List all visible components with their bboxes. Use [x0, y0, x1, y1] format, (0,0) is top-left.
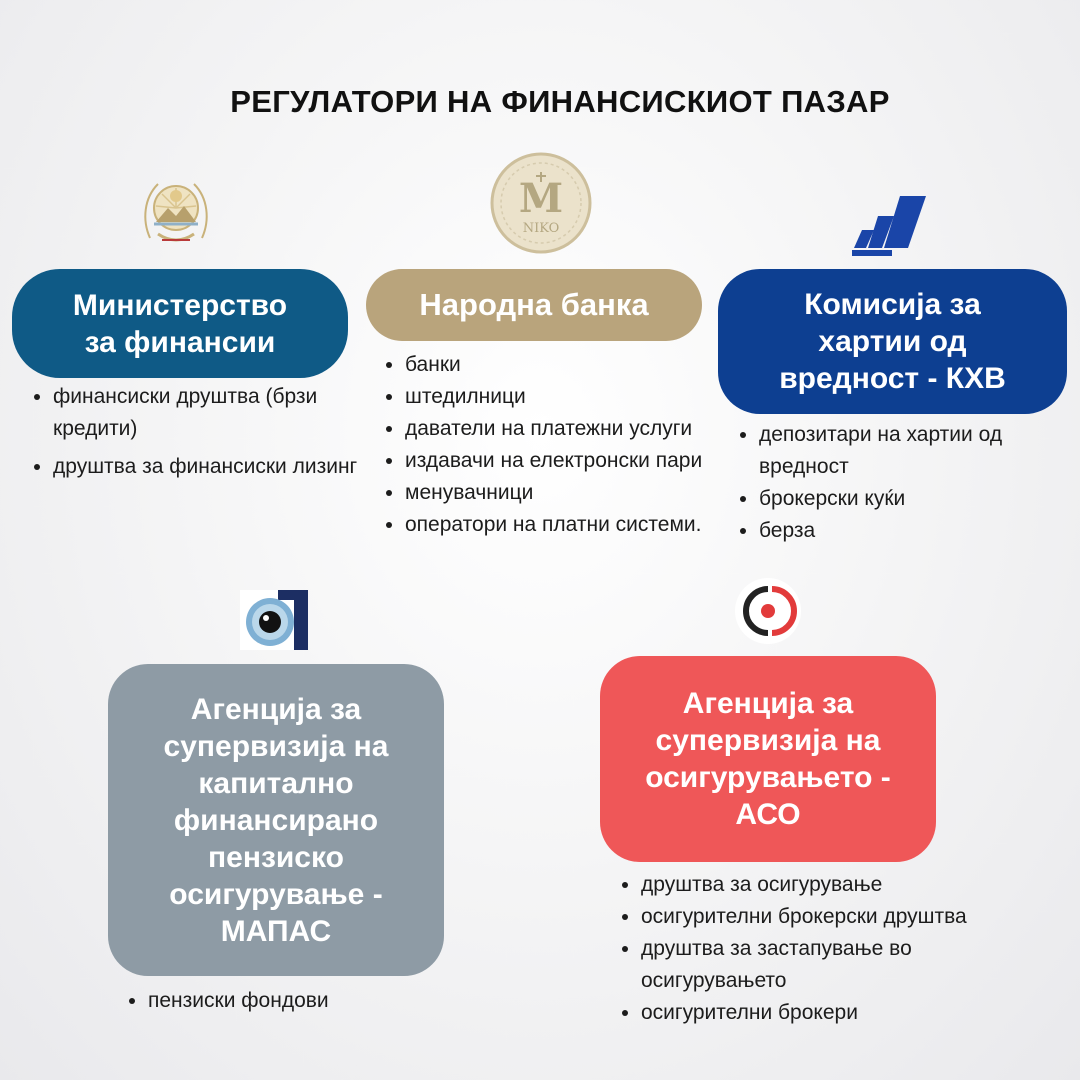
- list-item: • финансиски друштва (брзи кредити): [53, 381, 373, 445]
- list-item: • штедилници: [405, 381, 715, 413]
- mapas-items-list: [124, 985, 468, 1017]
- regulator-kxv: Комисија за хартии од вредност - КХВ: [718, 269, 1067, 414]
- eye-logo-icon: [240, 590, 308, 650]
- page-title: РЕГУЛАТОРИ НА ФИНАНСИСКИОТ ПАЗАР: [230, 84, 890, 119]
- nb-items-list: [381, 349, 715, 541]
- list-item: • даватели на платежни услуги: [405, 413, 715, 445]
- regulator-nb: Народна банка: [366, 269, 702, 341]
- list-item: • банки: [405, 349, 715, 381]
- regulator-mf: Министерство за финансии: [12, 269, 348, 378]
- list-item: • осигурителни брокери: [641, 997, 991, 1029]
- list-item: • друштва за осигурување: [641, 869, 991, 901]
- list-item: • друштва за застапување во осигурувањето: [641, 933, 991, 997]
- list-item: • берза: [759, 515, 1080, 547]
- kxv-logo-icon: [848, 190, 932, 260]
- list-item: • брокерски куќи: [759, 483, 1080, 515]
- list-item: • оператори на платни системи.: [405, 509, 715, 541]
- aso-logo-icon: [732, 577, 804, 645]
- aso-items-list: [617, 869, 991, 1029]
- list-item: • пензиски фондови: [148, 985, 468, 1017]
- svg-text:NIKO: NIKO: [522, 221, 560, 236]
- svg-text:M: M: [518, 175, 564, 222]
- list-item: • издавачи на електронски пари: [405, 445, 715, 477]
- regulator-mapas: Агенција за супервизија на капитално финансирано пензиско осигурување - МАПАС: [108, 664, 444, 976]
- list-item: • менувачници: [405, 477, 715, 509]
- list-item: • депозитари на хартии од вредност: [759, 419, 1080, 483]
- mf-items-list: [29, 381, 373, 489]
- kxv-items-list: [735, 419, 1080, 547]
- coin-seal-icon: [488, 150, 594, 256]
- coat-of-arms-icon: [138, 168, 214, 252]
- list-item: • друштва за финансиски лизинг: [53, 451, 373, 483]
- regulator-aso: Агенција за супервизија на осигурувањето - АСО: [600, 656, 936, 862]
- list-item: • осигурителни брокерски друштва: [641, 901, 991, 933]
